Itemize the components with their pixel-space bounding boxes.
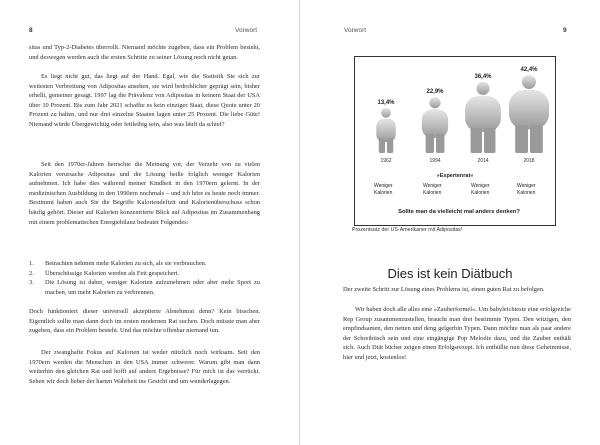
year-label: 2018 (523, 158, 535, 164)
silhouette-head (429, 97, 440, 108)
silhouette-leg (484, 128, 495, 153)
advice-label: Kalorien (374, 190, 393, 196)
advice-label: Kalorien (471, 190, 490, 196)
silhouette-leg (387, 138, 393, 153)
advice-label: Kalorien (517, 190, 536, 196)
expert-advice-title: »Expertenrat« (436, 173, 474, 179)
left-page-number: 8 (29, 27, 33, 34)
advice-label: Kalorien (423, 190, 442, 196)
list-item: 2. Überschüssige Kalorien werden als Fett gespeichert. (29, 269, 180, 277)
silhouette-torso (422, 109, 448, 138)
silhouette-head (381, 108, 391, 118)
left-running-head: Vorwort (235, 27, 258, 34)
advice-label: Weniger (517, 183, 536, 189)
paragraph: Wir haben doch alle alles eine »Zauberformel«. Um babyleichteste eine erfolgreiche Rep Group zusammenzustellen, braucht man drei bestimmte Typen. Den witzigen, den empfindsamen, den netten und deng gelgerbin Typen. Dann möchte man als paar andere der Schreibtisch sein und eine eingängige Pop Melodie dazu, und die Zauber enthält sich. Auch Diät bücher zeigen einen Erfolgsrezept. Ich enthüllte nun diese Geheimnisse, hier und jetzt, kostenlos! (343, 306, 571, 361)
paragraph: Doch funktioniert dieser universell akzeptierte Abnehmrat denn? Kein bisschen. Eigentlich sollte man dann doch im ersten modernen Rat suchen. Doch müsste man aber zugeben, dass ein Problem besteht. Und das möchte offenbar niemand tun. (29, 308, 260, 335)
list-item: 1. Betrachten nehmen mehr Kalorien zu sich, als sie verbrauchen. (29, 260, 207, 267)
section-title: Dies ist kein Diätbuch (387, 266, 513, 281)
obesity-chart-figure (354, 56, 556, 226)
silhouette-torso (465, 96, 501, 132)
advice-label: Weniger (374, 183, 393, 189)
value-label: 13,4% (377, 99, 395, 106)
value-label: 36,4% (474, 73, 492, 80)
silhouette-leg (530, 125, 543, 153)
body-silhouette-mark (376, 108, 395, 153)
advice-label: Weniger (471, 183, 490, 189)
paragraph: Der zweite Schritt zur Lösung eines Problems ist, einen guten Rat zu befolgen. (343, 286, 545, 293)
year-label: 1994 (429, 158, 441, 164)
paragraph: Seit den 1970er-Jahren herrschte die Meinung vor, der Verzehr von zu vielen Kalorien verursache Adipositas und die Lösung heiße folglich weniger Kalorien aufnehmen. Ich habe dies während meiner Kindheit in den 1970ern gelernt. In der medizinischen Ausbildung in den 1990ern nochmals – und ich höre es heute noch immer. Bestimmt haben auch Sie die Begriffe Kaloriendefizit und Kalorienüberschuss schon häufig gehört. Dieser auf Kalorien konzentrierte Blick auf Adipositas im Zusammenhang mit einem problematischen Energiebilanz bedeutet Folgendes: (29, 161, 260, 226)
body-silhouette-mark (422, 97, 448, 153)
silhouette-leg (515, 125, 528, 153)
paragraph: Der zwanghafte Fokus auf Kalorien ist weder nützlich noch wirksam. Seit den 1970ern werden die Menschen in den USA immer schwerer. Warum gibt man dann weiterhin den gleichen Rat und hofft auf andere Ergebnisse? Für mich ist das verrückt. Sehen wir doch lieber der harten Wahrheit ins Gesicht und um wunderlagegen. (29, 349, 260, 385)
year-label: 2014 (477, 158, 489, 164)
figure-caption: Prozentsatz der US-Amerikaner mit Adipositas¹ (352, 227, 463, 233)
paragraph: sitas und Typ-2-Diabetes überrollt. Niemand möchte zugeben, dass ein Problem besteht, und deswegen werden auch die ersten Schritte zu seiner Lösung noch nicht getan. (29, 44, 260, 61)
value-label: 22,9% (426, 89, 444, 96)
year-label: 1962 (380, 158, 392, 164)
silhouette-head (476, 82, 489, 95)
body-silhouette-mark (509, 75, 549, 153)
silhouette-leg (471, 128, 482, 153)
silhouette-head (522, 75, 536, 89)
silhouette-leg (436, 134, 444, 153)
body-silhouette-mark (465, 82, 501, 153)
silhouette-torso (509, 90, 549, 129)
numbered-list (29, 259, 260, 297)
silhouette-leg (379, 138, 385, 153)
advice-label: Weniger (423, 183, 442, 189)
right-running-head: Vorwort (344, 27, 367, 34)
silhouette-leg (426, 134, 434, 153)
right-page-number: 9 (563, 27, 567, 34)
paragraph: Es liegt nicht gut, das liegt auf der Hand. Egal, wie die Statistik Sie sich zur weitesten Verbreitung von Adipositas ansehen, sie wird bedrohlicher geprägt sein, bisher erhellt, gemeiner gesagt. 1997 lag die Prävalenz von Adipositas in keinem Staat der USA über 10 Prozent. Bis zum Jahr 2021 schaffte es kein einziger Staat, diese Quote unter 20 Prozent zu halten, und nur drei einzelne Staaten lagen unter 25 Prozent. Die liebe Güte! Niemand würde Übergewichtig oder fettleibig sein, also was läuft da schief? (29, 73, 260, 128)
value-label: 42,4% (520, 67, 538, 73)
chart-footer-question: Sollte man da vielleicht mal anders denken? (398, 209, 520, 215)
list-item: 3. Die Lösung ist daher, weniger Kalorien aufzunehmen oder aber mehr Sport zu machen, um mehr Kalorien zu verbrennen. (29, 279, 260, 296)
obesity-chart (355, 57, 555, 225)
